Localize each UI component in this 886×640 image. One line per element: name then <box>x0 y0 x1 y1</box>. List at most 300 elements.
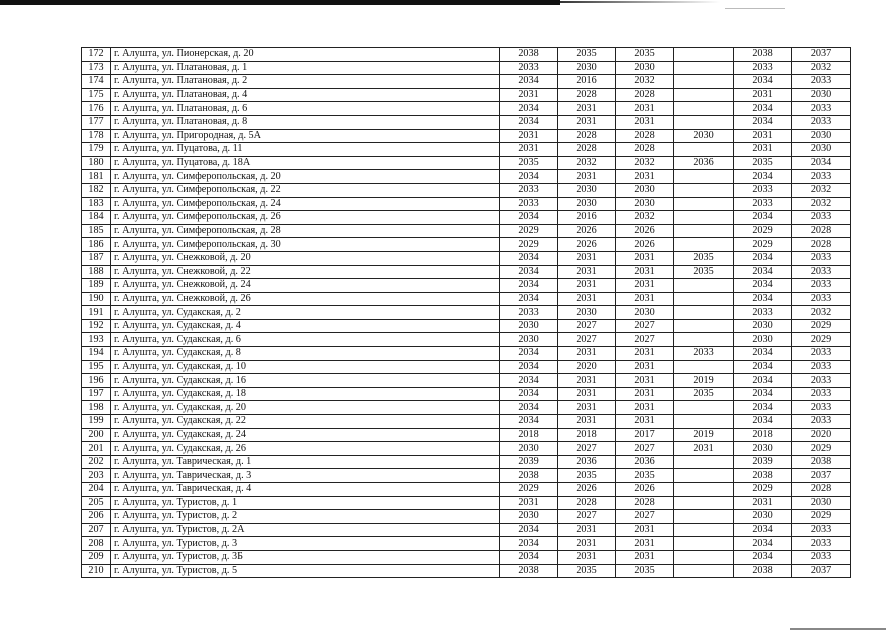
address-cell: г. Алушта, ул. Платановая, д. 1 <box>111 61 500 75</box>
year-cell-3: 2026 <box>616 238 674 252</box>
year-cell-1: 2034 <box>500 75 558 89</box>
year-cell-2: 2031 <box>558 347 616 361</box>
address-cell: г. Алушта, ул. Судакская, д. 8 <box>111 347 500 361</box>
year-cell-5: 2029 <box>734 238 792 252</box>
year-cell-6: 2029 <box>792 333 851 347</box>
year-cell-2: 2031 <box>558 115 616 129</box>
year-cell-6: 2030 <box>792 88 851 102</box>
year-cell-2: 2020 <box>558 360 616 374</box>
row-number-cell: 189 <box>82 279 111 293</box>
year-cell-5: 2035 <box>734 156 792 170</box>
year-cell-5: 2039 <box>734 455 792 469</box>
year-cell-1: 2033 <box>500 61 558 75</box>
year-cell-1: 2031 <box>500 88 558 102</box>
year-cell-6: 2032 <box>792 183 851 197</box>
year-cell-2: 2031 <box>558 292 616 306</box>
year-cell-2: 2026 <box>558 238 616 252</box>
address-cell: г. Алушта, ул. Платановая, д. 6 <box>111 102 500 116</box>
year-cell-3: 2031 <box>616 279 674 293</box>
year-cell-6: 2033 <box>792 550 851 564</box>
table-row <box>82 265 851 279</box>
year-cell-6: 2033 <box>792 360 851 374</box>
year-cell-4 <box>674 197 734 211</box>
year-cell-4 <box>674 292 734 306</box>
address-cell: г. Алушта, ул. Таврическая, д. 4 <box>111 483 500 497</box>
year-cell-4 <box>674 455 734 469</box>
year-cell-2: 2031 <box>558 374 616 388</box>
year-cell-1: 2034 <box>500 102 558 116</box>
year-cell-3: 2036 <box>616 455 674 469</box>
year-cell-6: 2032 <box>792 306 851 320</box>
year-cell-3: 2031 <box>616 387 674 401</box>
year-cell-5: 2034 <box>734 211 792 225</box>
address-cell: г. Алушта, ул. Туристов, д. 3 <box>111 537 500 551</box>
year-cell-2: 2028 <box>558 496 616 510</box>
address-cell: г. Алушта, ул. Туристов, д. 2 <box>111 510 500 524</box>
year-cell-3: 2035 <box>616 48 674 62</box>
year-cell-2: 2016 <box>558 211 616 225</box>
row-number-cell: 184 <box>82 211 111 225</box>
year-cell-5: 2030 <box>734 510 792 524</box>
year-cell-6: 2033 <box>792 401 851 415</box>
year-cell-1: 2034 <box>500 115 558 129</box>
year-cell-5: 2034 <box>734 401 792 415</box>
year-cell-3: 2032 <box>616 156 674 170</box>
year-cell-1: 2034 <box>500 360 558 374</box>
year-cell-2: 2030 <box>558 61 616 75</box>
year-cell-2: 2026 <box>558 483 616 497</box>
address-cell: г. Алушта, ул. Симферопольская, д. 26 <box>111 211 500 225</box>
year-cell-4: 2019 <box>674 374 734 388</box>
address-cell: г. Алушта, ул. Пуцатова, д. 18А <box>111 156 500 170</box>
year-cell-6: 2038 <box>792 455 851 469</box>
address-cell: г. Алушта, ул. Снежковой, д. 20 <box>111 251 500 265</box>
year-cell-4 <box>674 211 734 225</box>
year-cell-5: 2034 <box>734 415 792 429</box>
table-row <box>82 156 851 170</box>
table-row <box>82 374 851 388</box>
year-cell-4: 2035 <box>674 251 734 265</box>
year-cell-1: 2034 <box>500 251 558 265</box>
table-row <box>82 496 851 510</box>
year-cell-4: 2019 <box>674 428 734 442</box>
year-cell-3: 2028 <box>616 129 674 143</box>
year-cell-6: 2033 <box>792 523 851 537</box>
year-cell-2: 2031 <box>558 537 616 551</box>
table-row <box>82 238 851 252</box>
year-cell-2: 2031 <box>558 102 616 116</box>
year-cell-5: 2034 <box>734 550 792 564</box>
year-cell-3: 2031 <box>616 347 674 361</box>
row-number-cell: 204 <box>82 483 111 497</box>
address-cell: г. Алушта, ул. Платановая, д. 8 <box>111 115 500 129</box>
year-cell-1: 2038 <box>500 48 558 62</box>
address-cell: г. Алушта, ул. Туристов, д. 2А <box>111 523 500 537</box>
table-row <box>82 211 851 225</box>
address-cell: г. Алушта, ул. Симферопольская, д. 30 <box>111 238 500 252</box>
year-cell-5: 2029 <box>734 483 792 497</box>
year-cell-5: 2034 <box>734 75 792 89</box>
address-cell: г. Алушта, ул. Платановая, д. 2 <box>111 75 500 89</box>
year-cell-2: 2032 <box>558 156 616 170</box>
table-row <box>82 469 851 483</box>
year-cell-4 <box>674 88 734 102</box>
year-cell-6: 2028 <box>792 224 851 238</box>
year-cell-5: 2034 <box>734 170 792 184</box>
year-cell-2: 2028 <box>558 129 616 143</box>
year-cell-3: 2030 <box>616 61 674 75</box>
address-cell: г. Алушта, ул. Пионерская, д. 20 <box>111 48 500 62</box>
row-number-cell: 176 <box>82 102 111 116</box>
row-number-cell: 201 <box>82 442 111 456</box>
row-number-cell: 186 <box>82 238 111 252</box>
year-cell-1: 2034 <box>500 415 558 429</box>
year-cell-4 <box>674 306 734 320</box>
year-cell-4: 2036 <box>674 156 734 170</box>
year-cell-6: 2033 <box>792 265 851 279</box>
year-cell-6: 2037 <box>792 469 851 483</box>
year-cell-4 <box>674 401 734 415</box>
row-number-cell: 180 <box>82 156 111 170</box>
year-cell-1: 2030 <box>500 442 558 456</box>
table-row <box>82 564 851 578</box>
year-cell-1: 2029 <box>500 224 558 238</box>
year-cell-2: 2028 <box>558 143 616 157</box>
year-cell-3: 2032 <box>616 75 674 89</box>
table-row <box>82 483 851 497</box>
address-cell: г. Алушта, ул. Туристов, д. 3Б <box>111 550 500 564</box>
year-cell-4 <box>674 483 734 497</box>
year-cell-6: 2033 <box>792 115 851 129</box>
year-cell-2: 2031 <box>558 401 616 415</box>
year-cell-1: 2034 <box>500 265 558 279</box>
table-row <box>82 183 851 197</box>
year-cell-1: 2033 <box>500 183 558 197</box>
year-cell-1: 2034 <box>500 537 558 551</box>
year-cell-1: 2033 <box>500 197 558 211</box>
year-cell-6: 2033 <box>792 292 851 306</box>
year-cell-3: 2028 <box>616 88 674 102</box>
year-cell-3: 2028 <box>616 496 674 510</box>
year-cell-3: 2026 <box>616 483 674 497</box>
year-cell-6: 2029 <box>792 442 851 456</box>
year-cell-5: 2034 <box>734 265 792 279</box>
row-number-cell: 200 <box>82 428 111 442</box>
row-number-cell: 203 <box>82 469 111 483</box>
table-row <box>82 102 851 116</box>
row-number-cell: 174 <box>82 75 111 89</box>
year-cell-6: 2029 <box>792 319 851 333</box>
year-cell-1: 2034 <box>500 170 558 184</box>
table-row <box>82 510 851 524</box>
year-cell-5: 2033 <box>734 306 792 320</box>
year-cell-4 <box>674 61 734 75</box>
year-cell-6: 2032 <box>792 61 851 75</box>
year-cell-3: 2030 <box>616 197 674 211</box>
address-cell: г. Алушта, ул. Судакская, д. 24 <box>111 428 500 442</box>
year-cell-6: 2033 <box>792 537 851 551</box>
year-cell-1: 2034 <box>500 279 558 293</box>
year-cell-2: 2030 <box>558 183 616 197</box>
year-cell-1: 2018 <box>500 428 558 442</box>
year-cell-3: 2031 <box>616 401 674 415</box>
address-cell: г. Алушта, ул. Судакская, д. 10 <box>111 360 500 374</box>
row-number-cell: 198 <box>82 401 111 415</box>
table-row <box>82 306 851 320</box>
year-cell-3: 2017 <box>616 428 674 442</box>
year-cell-1: 2034 <box>500 550 558 564</box>
table-row <box>82 319 851 333</box>
year-cell-1: 2038 <box>500 469 558 483</box>
year-cell-4 <box>674 143 734 157</box>
year-cell-6: 2030 <box>792 496 851 510</box>
row-number-cell: 193 <box>82 333 111 347</box>
table-row <box>82 61 851 75</box>
row-number-cell: 206 <box>82 510 111 524</box>
table-row <box>82 415 851 429</box>
table-row <box>82 333 851 347</box>
year-cell-6: 2033 <box>792 387 851 401</box>
year-cell-2: 2030 <box>558 197 616 211</box>
row-number-cell: 191 <box>82 306 111 320</box>
year-cell-5: 2034 <box>734 374 792 388</box>
table-row <box>82 537 851 551</box>
year-cell-3: 2030 <box>616 306 674 320</box>
year-cell-5: 2034 <box>734 251 792 265</box>
row-number-cell: 210 <box>82 564 111 578</box>
year-cell-1: 2031 <box>500 143 558 157</box>
year-cell-2: 2016 <box>558 75 616 89</box>
year-cell-4 <box>674 48 734 62</box>
table-row <box>82 360 851 374</box>
year-cell-2: 2030 <box>558 306 616 320</box>
year-cell-6: 2033 <box>792 347 851 361</box>
year-cell-3: 2028 <box>616 143 674 157</box>
table-row <box>82 115 851 129</box>
year-cell-1: 2031 <box>500 496 558 510</box>
row-number-cell: 192 <box>82 319 111 333</box>
year-cell-1: 2033 <box>500 306 558 320</box>
year-cell-2: 2031 <box>558 387 616 401</box>
year-cell-1: 2030 <box>500 319 558 333</box>
year-cell-4 <box>674 319 734 333</box>
scan-edge-top <box>0 0 886 7</box>
year-cell-2: 2027 <box>558 333 616 347</box>
year-cell-6: 2032 <box>792 197 851 211</box>
year-cell-3: 2035 <box>616 564 674 578</box>
year-cell-5: 2018 <box>734 428 792 442</box>
year-cell-3: 2031 <box>616 550 674 564</box>
year-cell-4 <box>674 279 734 293</box>
year-cell-2: 2031 <box>558 251 616 265</box>
table-row <box>82 75 851 89</box>
year-cell-5: 2034 <box>734 523 792 537</box>
year-cell-3: 2031 <box>616 102 674 116</box>
year-cell-1: 2034 <box>500 347 558 361</box>
table-row <box>82 428 851 442</box>
year-cell-6: 2029 <box>792 510 851 524</box>
year-cell-5: 2038 <box>734 564 792 578</box>
year-cell-2: 2027 <box>558 442 616 456</box>
year-cell-5: 2034 <box>734 279 792 293</box>
table-row <box>82 347 851 361</box>
address-cell: г. Алушта, ул. Судакская, д. 16 <box>111 374 500 388</box>
table-row <box>82 48 851 62</box>
table-row <box>82 279 851 293</box>
row-number-cell: 199 <box>82 415 111 429</box>
address-cell: г. Алушта, ул. Судакская, д. 4 <box>111 319 500 333</box>
year-cell-5: 2034 <box>734 115 792 129</box>
year-cell-4 <box>674 102 734 116</box>
year-cell-5: 2033 <box>734 61 792 75</box>
year-cell-4 <box>674 469 734 483</box>
table-row <box>82 442 851 456</box>
table-row <box>82 143 851 157</box>
year-cell-5: 2031 <box>734 88 792 102</box>
year-cell-5: 2038 <box>734 48 792 62</box>
year-cell-6: 2033 <box>792 211 851 225</box>
year-cell-4 <box>674 183 734 197</box>
row-number-cell: 197 <box>82 387 111 401</box>
year-cell-3: 2031 <box>616 170 674 184</box>
row-number-cell: 196 <box>82 374 111 388</box>
year-cell-4: 2035 <box>674 387 734 401</box>
table-row <box>82 387 851 401</box>
year-cell-1: 2038 <box>500 564 558 578</box>
repair-schedule-table <box>81 47 851 578</box>
year-cell-6: 2030 <box>792 129 851 143</box>
table-row <box>82 88 851 102</box>
year-cell-4 <box>674 496 734 510</box>
table-row <box>82 197 851 211</box>
year-cell-2: 2026 <box>558 224 616 238</box>
address-cell: г. Алушта, ул. Таврическая, д. 3 <box>111 469 500 483</box>
year-cell-2: 2027 <box>558 319 616 333</box>
year-cell-5: 2034 <box>734 347 792 361</box>
year-cell-5: 2034 <box>734 387 792 401</box>
year-cell-4: 2030 <box>674 129 734 143</box>
year-cell-3: 2026 <box>616 224 674 238</box>
row-number-cell: 172 <box>82 48 111 62</box>
table-row <box>82 523 851 537</box>
address-cell: г. Алушта, ул. Симферопольская, д. 20 <box>111 170 500 184</box>
year-cell-6: 2033 <box>792 102 851 116</box>
row-number-cell: 187 <box>82 251 111 265</box>
row-number-cell: 209 <box>82 550 111 564</box>
scan-edge-bottom <box>790 628 886 630</box>
year-cell-2: 2031 <box>558 265 616 279</box>
address-cell: г. Алушта, ул. Платановая, д. 4 <box>111 88 500 102</box>
address-cell: г. Алушта, ул. Пригородная, д. 5А <box>111 129 500 143</box>
address-cell: г. Алушта, ул. Симферопольская, д. 28 <box>111 224 500 238</box>
address-cell: г. Алушта, ул. Туристов, д. 5 <box>111 564 500 578</box>
year-cell-4 <box>674 170 734 184</box>
year-cell-4 <box>674 360 734 374</box>
year-cell-2: 2031 <box>558 279 616 293</box>
year-cell-5: 2029 <box>734 224 792 238</box>
year-cell-4 <box>674 415 734 429</box>
year-cell-2: 2031 <box>558 170 616 184</box>
address-cell: г. Алушта, ул. Судакская, д. 22 <box>111 415 500 429</box>
year-cell-6: 2037 <box>792 48 851 62</box>
table-row <box>82 224 851 238</box>
address-cell: г. Алушта, ул. Судакская, д. 26 <box>111 442 500 456</box>
table-body <box>82 48 851 578</box>
year-cell-2: 2035 <box>558 469 616 483</box>
year-cell-3: 2027 <box>616 333 674 347</box>
year-cell-6: 2033 <box>792 279 851 293</box>
year-cell-5: 2033 <box>734 183 792 197</box>
address-cell: г. Алушта, ул. Таврическая, д. 1 <box>111 455 500 469</box>
year-cell-1: 2034 <box>500 374 558 388</box>
address-cell: г. Алушта, ул. Судакская, д. 20 <box>111 401 500 415</box>
address-cell: г. Алушта, ул. Судакская, д. 18 <box>111 387 500 401</box>
table-row <box>82 550 851 564</box>
year-cell-6: 2034 <box>792 156 851 170</box>
year-cell-1: 2035 <box>500 156 558 170</box>
year-cell-3: 2031 <box>616 251 674 265</box>
row-number-cell: 190 <box>82 292 111 306</box>
year-cell-3: 2031 <box>616 115 674 129</box>
year-cell-5: 2033 <box>734 197 792 211</box>
year-cell-3: 2032 <box>616 211 674 225</box>
year-cell-6: 2030 <box>792 143 851 157</box>
year-cell-4 <box>674 224 734 238</box>
table-row <box>82 455 851 469</box>
scan-edge-bar <box>0 0 560 5</box>
row-number-cell: 179 <box>82 143 111 157</box>
row-number-cell: 173 <box>82 61 111 75</box>
year-cell-4 <box>674 523 734 537</box>
year-cell-5: 2031 <box>734 143 792 157</box>
row-number-cell: 208 <box>82 537 111 551</box>
address-cell: г. Алушта, ул. Симферопольская, д. 24 <box>111 197 500 211</box>
year-cell-2: 2035 <box>558 48 616 62</box>
year-cell-3: 2027 <box>616 442 674 456</box>
year-cell-3: 2031 <box>616 292 674 306</box>
year-cell-2: 2035 <box>558 564 616 578</box>
year-cell-5: 2030 <box>734 442 792 456</box>
year-cell-3: 2031 <box>616 537 674 551</box>
year-cell-6: 2033 <box>792 251 851 265</box>
year-cell-3: 2035 <box>616 469 674 483</box>
table-row <box>82 251 851 265</box>
address-cell: г. Алушта, ул. Судакская, д. 6 <box>111 333 500 347</box>
address-cell: г. Алушта, ул. Симферопольская, д. 22 <box>111 183 500 197</box>
year-cell-6: 2037 <box>792 564 851 578</box>
year-cell-3: 2027 <box>616 319 674 333</box>
address-cell: г. Алушта, ул. Снежковой, д. 22 <box>111 265 500 279</box>
row-number-cell: 188 <box>82 265 111 279</box>
year-cell-3: 2031 <box>616 360 674 374</box>
year-cell-2: 2036 <box>558 455 616 469</box>
year-cell-4 <box>674 115 734 129</box>
year-cell-5: 2030 <box>734 333 792 347</box>
row-number-cell: 207 <box>82 523 111 537</box>
year-cell-5: 2030 <box>734 319 792 333</box>
year-cell-5: 2034 <box>734 292 792 306</box>
year-cell-1: 2034 <box>500 401 558 415</box>
year-cell-1: 2030 <box>500 333 558 347</box>
year-cell-4 <box>674 238 734 252</box>
year-cell-1: 2034 <box>500 387 558 401</box>
year-cell-3: 2031 <box>616 523 674 537</box>
row-number-cell: 185 <box>82 224 111 238</box>
address-cell: г. Алушта, ул. Пуцатова, д. 11 <box>111 143 500 157</box>
year-cell-6: 2033 <box>792 170 851 184</box>
row-number-cell: 194 <box>82 347 111 361</box>
year-cell-3: 2030 <box>616 183 674 197</box>
